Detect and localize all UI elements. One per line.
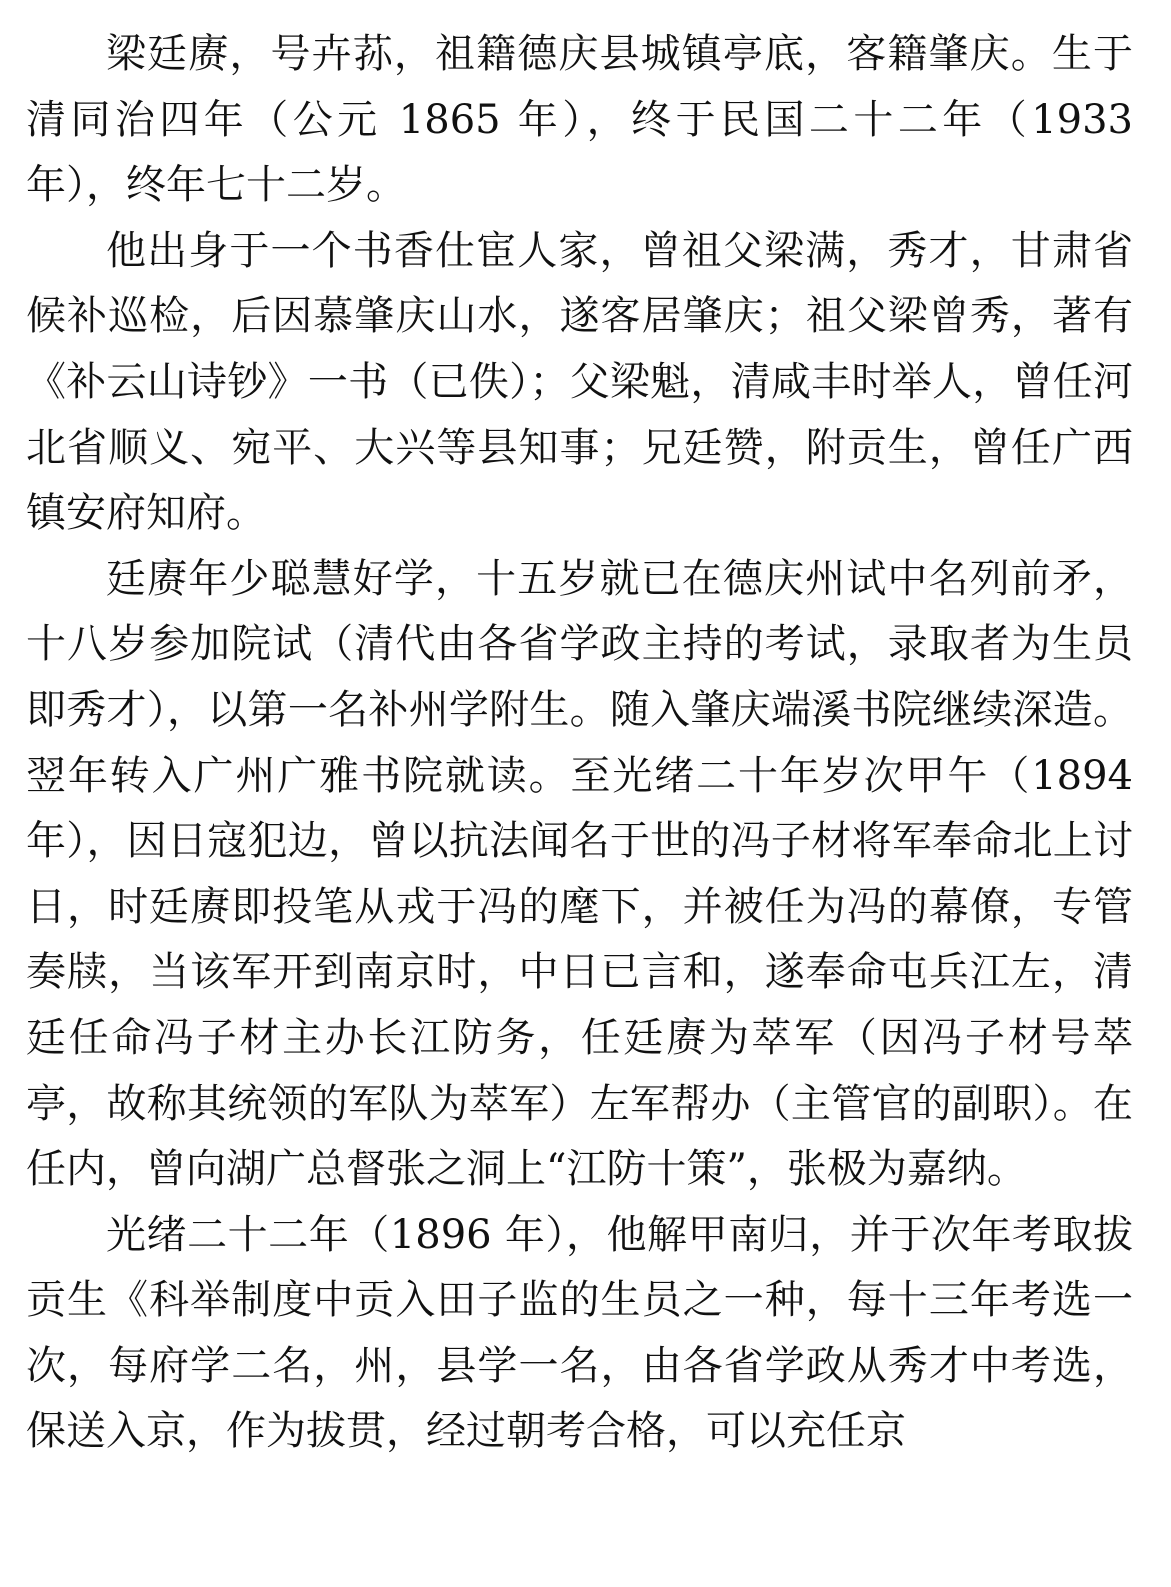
paragraph-3: 廷赓年少聪慧好学，十五岁就已在德庆州试中名列前矛，十八岁参加院试（清代由各省学政主持的考试，录取者为生员即秀才），以第一名补州学附生。随入肇庆端溪书院继续深造。翌年转入广州广雅书院就读。至光绪二十年岁次甲午（1894 年），因日寇犯边，曾以抗法闻名于世的冯子材将军奉命北上讨日，时廷赓即投笔从戎于冯的麾下，并被任为冯的幕僚，专管奏牍，当该军开到南京时，中日已言和，遂奉命屯兵江左，清廷任命冯子材主办长江防务，任廷赓为萃军（因冯子材号萃亭，故称其统领的军队为萃军）左军帮办（主管官的副职）。在任内，曾向湖广总督张之洞上“江防十策”，张极为嘉纳。 (26, 555, 1133, 1193)
paragraph-4: 光绪二十二年（1896 年），他解甲南归，并于次年考取拔贡生《科举制度中贡入田子监的生员之一种，每十三年考选一次，每府学二名，州，县学一名，由各省学政从秀才中考选，保送入京，作为拔贯，经过朝考合格，可以充任京 (26, 1211, 1133, 1455)
paragraph-2: 他出身于一个书香仕宦人家，曾祖父梁满，秀才，甘肃省候补巡检，后因慕肇庆山水，遂客居肇庆；祖父梁曾秀，著有《补云山诗钞》一书（已佚）；父梁魁，清咸丰时举人，曾任河北省顺义、宛平、大兴等县知事；兄廷赞，附贡生，曾任广西镇安府知府。 (26, 227, 1133, 537)
paragraph-1: 梁廷赓，号卉荪，祖籍德庆县城镇亭底，客籍肇庆。生于清同治四年（公元 1865 年），终于民国二十二年（1933 年），终年七十二岁。 (26, 31, 1133, 209)
